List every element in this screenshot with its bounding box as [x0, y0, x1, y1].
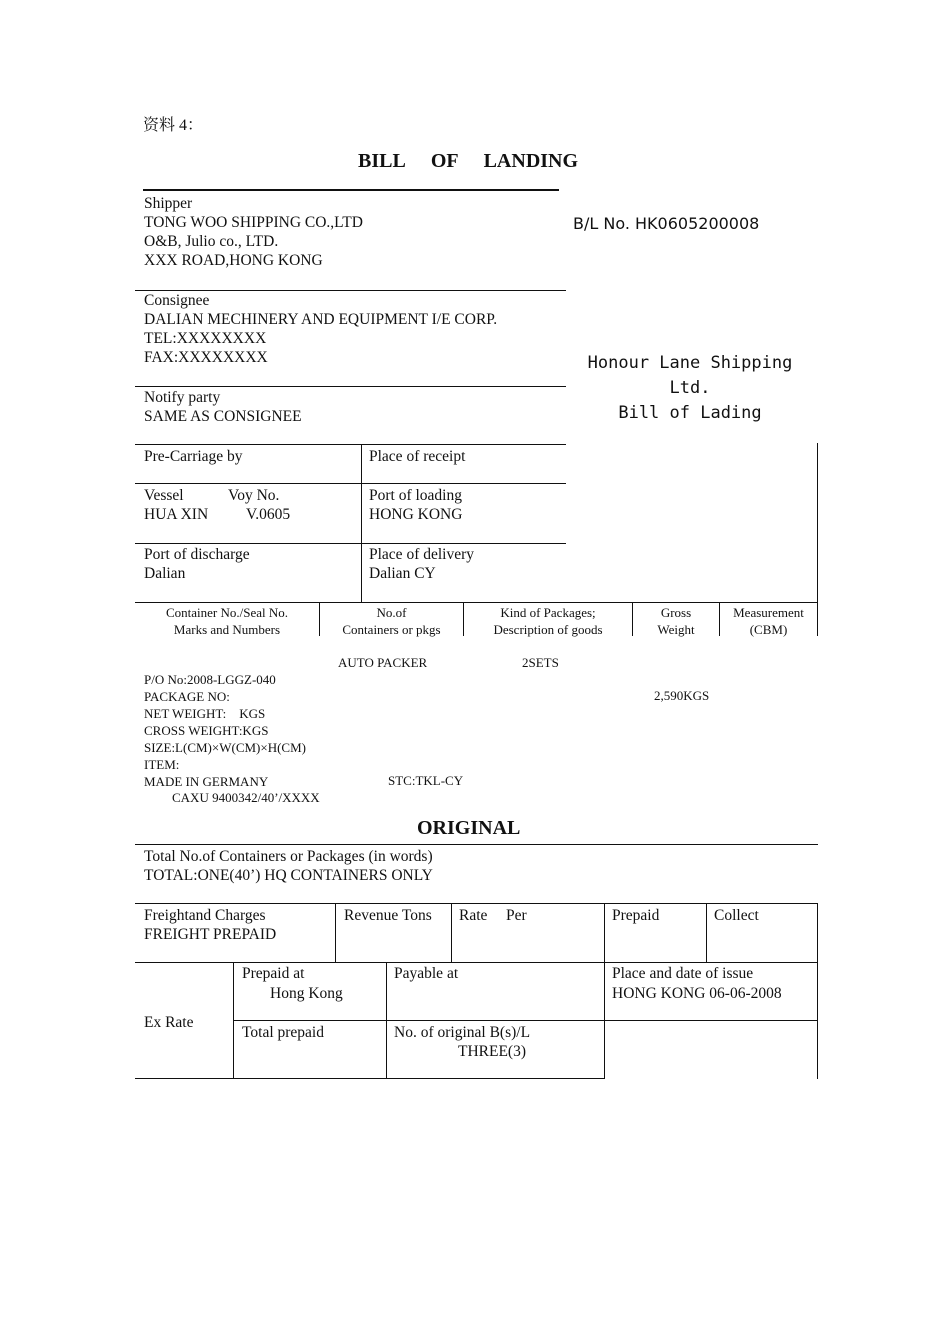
cargo-header-containers: [320, 605, 463, 638]
carrier-block: [566, 351, 814, 426]
cargo-header-containers-line-2: Containers or pkgs: [342, 621, 441, 637]
cargo-marks-line-2: PACKAGE NO:: [144, 689, 230, 704]
per-label: Per: [506, 907, 527, 924]
prepaid-label: Prepaid: [612, 907, 660, 924]
freight-label: Freightand Charges: [144, 907, 266, 924]
title-word-of: OF: [430, 150, 459, 172]
cargo-col-divider-5: [817, 602, 818, 636]
carrier-doc: Bill of Lading: [618, 403, 762, 423]
prepaid-at-value: Hong Kong: [270, 985, 343, 1002]
notify-block: [144, 388, 302, 426]
cargo-header-weight-line-1: Gross: [660, 605, 692, 620]
rate-label: Rate: [459, 907, 488, 924]
freight-value: FREIGHT PREPAID: [144, 926, 277, 943]
cargo-header-measurement: [720, 605, 817, 638]
cargo-header-weight: [633, 605, 719, 638]
exrate-label: Ex Rate: [144, 1014, 194, 1031]
shipper-block: [144, 194, 363, 270]
cargo-quantity: 2SETS: [522, 655, 559, 670]
charges-divider-2: [451, 903, 452, 962]
issue-divider-2: [386, 962, 387, 1079]
charges-divider-3: [604, 903, 605, 1079]
discharge-value: Dalian: [144, 565, 186, 582]
loading-value: HONG KONG: [369, 506, 463, 523]
cargo-header-measurement-line-1: Measurement: [733, 605, 804, 620]
payable-at-label: Payable at: [394, 965, 459, 982]
routing-top-rule: [135, 444, 566, 445]
shipper-line-3: XXX ROAD,HONG KONG: [144, 252, 323, 269]
cargo-header-packages: [464, 605, 632, 638]
title-word-landing: LANDING: [483, 150, 579, 172]
cargo-marks: [144, 671, 306, 790]
charges-divider-4: [706, 903, 707, 962]
cargo-description: AUTO PACKER: [338, 655, 428, 670]
receipt-label: Place of receipt: [369, 448, 466, 465]
cargo-header-marks-line-1: Container No./Seal No.: [165, 605, 289, 620]
originals-label: No. of original B(s)/L: [394, 1024, 531, 1041]
totals-value: TOTAL:ONE(40’) HQ CONTAINERS ONLY: [144, 867, 433, 884]
cargo-header-weight-line-2: Weight: [657, 621, 695, 637]
shipper-line-1: TONG WOO SHIPPING CO.,LTD: [144, 214, 363, 231]
cargo-marks-line-1: P/O No:2008-LGGZ-040: [144, 672, 276, 687]
shipper-line-2: O&B, Julio co., LTD.: [144, 233, 279, 250]
precarriage-label: Pre-Carriage by: [144, 448, 243, 465]
cargo-header-rule: [135, 602, 818, 603]
loading-label: Port of loading: [369, 487, 462, 504]
consignee-block: [144, 291, 497, 367]
right-border-upper: [817, 443, 818, 603]
originals-value: THREE(3): [458, 1043, 527, 1060]
document-note: 资料 4：: [143, 117, 204, 134]
total-prepaid-label: Total prepaid: [242, 1024, 324, 1041]
vessel-value: HUA XIN: [144, 506, 209, 523]
issue-mid-rule: [233, 1020, 818, 1021]
cargo-marks-line-3: NET WEIGHT: KGS: [144, 706, 266, 721]
vessel-label: Vessel: [144, 487, 184, 504]
cargo-header-marks-line-2: Marks and Numbers: [173, 621, 281, 637]
voy-value: V.0605: [246, 506, 291, 523]
discharge-label: Port of discharge: [144, 546, 250, 563]
carrier-name: Honour Lane Shipping Ltd.: [587, 353, 793, 398]
consignee-line-3: FAX:XXXXXXXX: [144, 349, 268, 366]
routing-divider: [361, 444, 362, 602]
consignee-notify-rule: [135, 386, 566, 387]
cargo-marks-line-5: SIZE:L(CM)×W(CM)×H(CM): [144, 740, 306, 755]
cargo-marks-line-7: MADE IN GERMANY: [144, 774, 269, 789]
shipper-label: Shipper: [144, 195, 193, 212]
voy-label: Voy No.: [228, 487, 280, 504]
cargo-header-packages-line-1: Kind of Packages;: [500, 605, 596, 620]
issue-bottom-rule: [135, 1078, 605, 1079]
charges-bottom-rule: [135, 962, 818, 963]
cargo-header-containers-line-1: No.of: [376, 605, 407, 620]
cargo-stc: STC:TKL-CY: [388, 773, 464, 788]
charges-top-rule: [135, 903, 818, 904]
cargo-marks-line-6: ITEM:: [144, 757, 180, 772]
revenue-tons-label: Revenue Tons: [344, 907, 432, 924]
consignee-line-1: DALIAN MECHINERY AND EQUIPMENT I/E CORP.: [144, 311, 498, 328]
totals-label: Total No.of Containers or Packages (in words): [144, 848, 433, 865]
delivery-label: Place of delivery: [369, 546, 475, 563]
place-date-value: HONG KONG 06-06-2008: [612, 985, 782, 1002]
delivery-value: Dalian CY: [369, 565, 436, 582]
cargo-header-marks: [135, 605, 319, 638]
cargo-container-number: CAXU 9400342/40’/XXXX: [172, 790, 320, 805]
prepaid-at-label: Prepaid at: [242, 965, 305, 982]
notify-value: SAME AS CONSIGNEE: [144, 408, 302, 425]
notify-label: Notify party: [144, 389, 221, 406]
top-rule: [143, 189, 559, 191]
charges-divider-1: [335, 903, 336, 962]
routing-rule-3: [135, 543, 566, 544]
bl-number: B/L No. HK0605200008: [573, 214, 760, 233]
consignee-label: Consignee: [144, 292, 210, 309]
routing-rule-2: [135, 483, 566, 484]
cargo-header-packages-line-2: Description of goods: [493, 621, 603, 637]
issue-divider-1: [233, 962, 234, 1079]
place-date-label: Place and date of issue: [612, 965, 754, 982]
right-border-lower: [817, 903, 818, 1079]
consignee-line-2: TEL:XXXXXXXX: [144, 330, 267, 347]
original-stamp: ORIGINAL: [417, 817, 521, 839]
cargo-weight: 2,590KGS: [654, 688, 710, 703]
cargo-header-measurement-line-2: (CBM): [749, 621, 788, 637]
cargo-marks-line-4: CROSS WEIGHT:KGS: [144, 723, 269, 738]
totals-top-rule: [135, 844, 818, 845]
document-title: [358, 149, 578, 173]
collect-label: Collect: [714, 907, 759, 924]
title-word-bill: BILL: [358, 150, 406, 172]
